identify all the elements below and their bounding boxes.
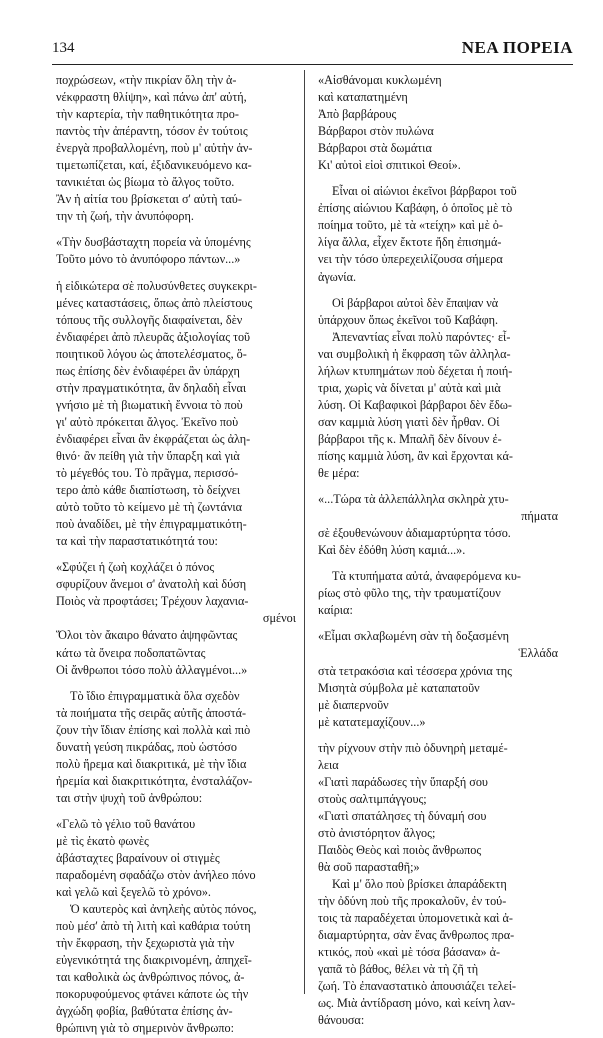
text-line: σὲ ἐξουθενώνουν ἀδιαμαρτύρητα τόσο.	[318, 526, 511, 541]
text-line: τὴν καρτερία, τὴν παθητικότητα προ-	[56, 107, 239, 122]
text-line: ἡ εἰδικώτερα σὲ πολυσύνθετες συγκεκρι-	[56, 278, 257, 293]
text-line: ται στὴν ψυχὴ τοῦ ἀνθρώπου:	[56, 790, 203, 805]
text-line: ποιητικοῦ λόγου ὡς ἀποτελέσματος, ὅ-	[56, 346, 247, 361]
left-column	[56, 72, 296, 1038]
text-line: τὰ ποιήματα τῆς σειρᾶς αὐτῆς ἀποστά-	[56, 705, 247, 720]
text-line: τὴν ἔκφραση, τὴν ξεχωριστὰ γιὰ τὴν	[56, 936, 235, 951]
text-line: «Αἰσθάνομαι κυκλωμένη	[318, 73, 442, 87]
text-line: Οἱ ἄνθρωποι τόσο πολὺ ἀλλαγμένοι...»	[56, 662, 248, 677]
text-line: λήλων κτυπημάτων ποὺ δέχεται ἡ ποιή-	[318, 363, 513, 378]
text-line: ποκορυφούμενος φτάνει κάποτε ὡς τὴν	[56, 987, 249, 1002]
text-line: σφυρίζουν ἄνεμοι σ' ἀνατολὴ καὶ δύση	[56, 577, 247, 592]
text-line: τα καὶ τὴν παραστατικότητά του:	[56, 534, 218, 549]
text-line: τόπους τῆς συλλογῆς διαφαίνεται, δὲν	[56, 312, 243, 327]
text-line: Τοῦτο μόνο τὸ ἀνυπόφορο πάντων...»	[56, 252, 241, 267]
text-line: στοὺς σαλτιμπάγγους;	[318, 791, 427, 806]
text-line: ἐπίσης αἰώνιου Καβάφη, ὁ ὁποῖος μὲ τὸ	[318, 201, 513, 216]
text-line: Εἶναι οἱ αἰώνιοι ἐκεῖνοι βάρβαροι τοῦ	[332, 184, 517, 199]
text-line: θινό· ἂν πείθη γιὰ τὴν ὕπαρξη καὶ γιὰ	[56, 448, 240, 463]
text-line: σμένοι	[262, 611, 296, 626]
text-line: καὶ καταπατημένη	[318, 90, 408, 105]
text-line: νέκφραστη θλίψη», καὶ πάνω ἀπ' αὐτή,	[56, 90, 247, 105]
text-line: τερο ἀπὸ κάθε διαπίστωση, τὸ δείχνει	[56, 483, 241, 498]
text-line: στὰ τετρακόσια καὶ τέσσερα χρόνια της	[318, 663, 512, 678]
text-line: θε μέρα:	[318, 466, 360, 481]
text-line: «Γιατὶ σπατάλησες τὴ δύναμή σου	[318, 808, 487, 823]
page-header	[52, 38, 573, 62]
text-line: ζουν τὴν ἴδιαν ἐπίσης καὶ πολλὰ καὶ πιὸ	[56, 722, 251, 737]
text-line: ἀγωνία.	[318, 269, 357, 284]
text-line: Τὰ κτυπήματα αὐτά, ἀναφερόμενα κυ-	[332, 569, 521, 584]
text-line: τιμετωπίζεται, καί, ἐξιδανικευόμενο κα-	[56, 158, 252, 173]
text-line: Καὶ δὲν ἐδόθη λύση καμιά...».	[318, 543, 466, 558]
text-line: τὴν ὀδύνη ποὺ τῆς προκαλοῦν, ἐν τού-	[318, 894, 507, 909]
text-line: ποὺ ἀναδίδει, μὲ τὴν ἐπιγραμματικότη-	[56, 517, 247, 532]
text-line: θρώπινη γιὰ τὸ σημερινὸν ἄνθρωπο:	[56, 1021, 235, 1036]
text-line: γαπᾶ τὸ βάθος, θέλει νὰ τὴ ζῆ τὴ	[318, 962, 479, 977]
text-line: πως ἐπίσης δὲν ἐνδιαφέρει ἂν ὑπάρχη	[56, 363, 240, 378]
text-line: νει τὴν τόσο ὑπερεχειλίζουσα σήμερα	[318, 252, 503, 267]
text-line: τρια, χωρὶς νὰ δίνεται μ' αὐτὰ καὶ μιὰ	[318, 380, 501, 395]
text-line: Ἀπεναντίας εἶναι πολὺ παρόντες· εἶ-	[332, 329, 511, 344]
text-line: τὸ μέγεθός του. Τὸ πρᾶγμα, περισσό-	[56, 466, 239, 481]
text-line: αὐτὸ τοῦτο τὸ κείμενο μὲ τὴ ζωντάνια	[56, 500, 243, 515]
text-line: παντὸς τὴν ἀπέραντη, τόσον ἐν τούτοις	[56, 124, 248, 139]
text-line: κάτω τὰ ὄνειρα ποδοπατῶντας	[56, 645, 206, 660]
text-line: στὸ ἀνιστόρητον ἄλγος;	[318, 825, 436, 840]
text-line: τοις τὰ παραδέχεται ὑπομονετικὰ καὶ ἀ-	[318, 911, 513, 926]
text-line: ἐνεργὰ προβαλλομένη, ποὺ μ' αὐτὴν ἀν-	[56, 141, 253, 156]
text-line: «Γιατὶ παράδωσες τὴν ὕπαρξή σου	[318, 774, 488, 789]
text-line: ποὺ μέσ' ἀπὸ τὴ λιτὴ καὶ καθάρια τούτη	[56, 919, 251, 934]
text-line: ποχρώσεων, «τὴν πικρίαν ὅλη τὴν ἀ-	[56, 73, 237, 87]
text-line: «...Τώρα τὰ ἀλλεπάλληλα σκληρὰ χτυ-	[318, 492, 509, 507]
text-line: σαν καμμιὰ λύση γιατὶ δὲν ἦρθαν. Οἱ	[318, 414, 500, 429]
text-line: πίσης καμμιὰ λύση, ἂν καὶ ἔρχονται κά-	[318, 448, 513, 463]
text-line: ἐνδιαφέρει εἶναι ἂν ἐκφράζεται ὡς ἀλη-	[56, 431, 251, 446]
text-line: ὑπάρχουν ὅπως ἐκεῖνοι τοῦ Καβάφη.	[318, 312, 499, 327]
text-line: την τὴ ζωή, τὴν ἀνυπόφορη.	[56, 209, 194, 224]
text-line: ως. Μιὰ ἀντίδραση μόνο, καὶ κείνη λαν-	[318, 996, 516, 1011]
text-line: βάρβαροι τῆς κ. Μπαλῆ δὲν δίνουν ἐ-	[318, 431, 502, 446]
text-line: ζωή. Τὸ ἐπαναστατικὸ ἀπουσιάζει τελεί-	[318, 979, 517, 994]
text-line: Παιδὸς Θεὸς καὶ ποιὸς ἄνθρωπος	[318, 842, 482, 857]
text-line: μὲ τὶς ἑκατὸ φωνὲς	[56, 833, 149, 848]
text-line: λεια	[318, 757, 339, 772]
text-line: Ἀπὸ βαρβάρους	[318, 107, 397, 122]
column-divider	[304, 70, 305, 994]
text-line: ἀγχώδη φοβία, βαθύτατα ἐπίσης ἀν-	[56, 1004, 233, 1019]
text-line: Μισητὰ σύμβολα μὲ καταπατοῦν	[318, 680, 480, 695]
text-line: ἀβάσταχτες βαραίνουν οἱ στιγμὲς	[56, 851, 220, 866]
text-line: εὐγενικότητά της διακρινομένη, ἀπηχεῖ-	[56, 953, 252, 968]
text-line: Οἱ βάρβαροι αὐτοὶ δὲν ἔπαψαν νὰ	[332, 295, 499, 310]
text-line: «Σφύζει ἡ ζωὴ κοχλάζει ὁ πόνος	[56, 560, 215, 575]
text-line: Ὅλοι τὸν ἄκαιρο θάνατο ἀψηφῶντας	[56, 628, 238, 643]
text-line: λύση. Οἱ Καβαφικοὶ βάρβαροι δὲν ἔδω-	[318, 397, 512, 412]
text-line: ρίως στὸ φῦλο της, τὴν τραυματίζουν	[318, 586, 501, 601]
text-line: Καὶ μ' ὅλο ποὺ βρίσκει ἀπαράδεκτη	[332, 877, 507, 892]
text-line: «Τὴν δυσβάσταχτη πορεία νὰ ὑπομένης	[56, 235, 251, 250]
text-line: μὲ διαπερνοῦν	[318, 697, 389, 712]
text-line: τανικιέται ὡς βίωμα τὸ ἄλγος τοῦτο.	[56, 175, 235, 190]
text-line: μὲ κατατεμαχίζουν...»	[318, 714, 426, 729]
text-line: Βάρβαροι στὰ δωμάτια	[318, 141, 432, 156]
text-line: ἠρεμία καὶ διακριτικότητα, ἐνσταλάζον-	[56, 773, 253, 788]
text-line: «Γελῶ τὸ γέλιο τοῦ θανάτου	[56, 816, 196, 831]
text-line: γνήσιο μὲ τὴ βιωματικὴ ἔννοια τὸ ποὺ	[56, 397, 243, 412]
text-line: ται καθολικὰ ὡς ἀνθρώπινος πόνος, ἀ-	[56, 970, 245, 985]
text-line: θάνουσα:	[318, 1013, 365, 1028]
text-line: στὴν πραγματικότητα, ἂν δηλαδὴ εἶναι	[56, 380, 247, 395]
text-line: Τὸ ἴδιο ἐπιγραμματικὰ ὅλα σχεδὸν	[70, 688, 240, 703]
text-line: δυνατὴ γεύση πικράδας, ποὺ ὡστόσο	[56, 739, 237, 754]
text-line: Ἂν ἡ αἰτία του βρίσκεται σ' αὐτὴ ταύ-	[56, 192, 242, 207]
text-line: Ποιὸς νὰ προφτάσει; Τρέχουν λαχανια-	[56, 594, 249, 609]
text-line: τὴν ρίχνουν στὴν πιὸ ὀδυνηρὴ μεταμέ-	[318, 740, 508, 755]
text-line: Κι' αὐτοὶ εἰοὶ σπιτικοὶ Θεοί».	[318, 158, 461, 173]
text-line: μένες καταστάσεις, ὅπως ἀπὸ πλείστους	[56, 295, 253, 310]
text-line: λίγα ἄλλα, εἶχεν ἔκτοτε ἤδη ἐπισημά-	[318, 235, 502, 250]
text-line: ναι συμβολικὴ ἡ ἔκφραση τῶν ἀλληλα-	[318, 346, 511, 361]
text-line: καὶ γελῶ καὶ ξεγελῶ τὸ χρόνο».	[56, 885, 211, 900]
text-line: πήματα	[521, 509, 558, 524]
text-line: «Εἶμαι σκλαβωμένη σὰν τὴ δοξασμένη	[318, 629, 510, 644]
text-line: παραδομένη σφαδάζω στὸν ἀνήλεο πόνο	[56, 868, 256, 883]
text-line: γι' αὐτὸ πρόκειται ἄλγος. Ἐκεῖνο ποὺ	[56, 414, 239, 429]
header-rule	[52, 64, 573, 65]
text-line: διαμαρτύρητα, σὰν ἕνας ἄνθρωπος πρα-	[318, 928, 515, 943]
text-line: Ἑλλάδα	[518, 646, 558, 661]
journal-title: ΝΕΑ ΠΟΡΕΙΑ	[461, 38, 573, 57]
text-line: θὰ σοῦ παρασταθῆ;»	[318, 860, 420, 875]
page-number: 134	[52, 40, 75, 56]
text-line: κτικός, ποὺ «καὶ μὲ τόσα βάσανα» ἀ-	[318, 945, 501, 960]
text-line: Βάρβαροι στὸν πυλώνα	[318, 124, 434, 139]
text-line: ποίημα τοῦτο, μὲ τὰ «τείχη» καὶ μὲ ὀ-	[318, 218, 503, 233]
right-column	[318, 72, 558, 1029]
text-line: καίρια:	[318, 603, 353, 618]
text-line: Ὁ καυτερὸς καὶ ἀνηλεὴς αὐτὸς πόνος,	[70, 902, 257, 917]
text-line: πολὺ ἤρεμα καὶ διακριτικά, μὲ τὴν ἴδια	[56, 756, 247, 771]
text-line: ἐνδιαφέρει ἀπὸ πλευρᾶς ἀξιολογίας τοῦ	[56, 329, 251, 344]
